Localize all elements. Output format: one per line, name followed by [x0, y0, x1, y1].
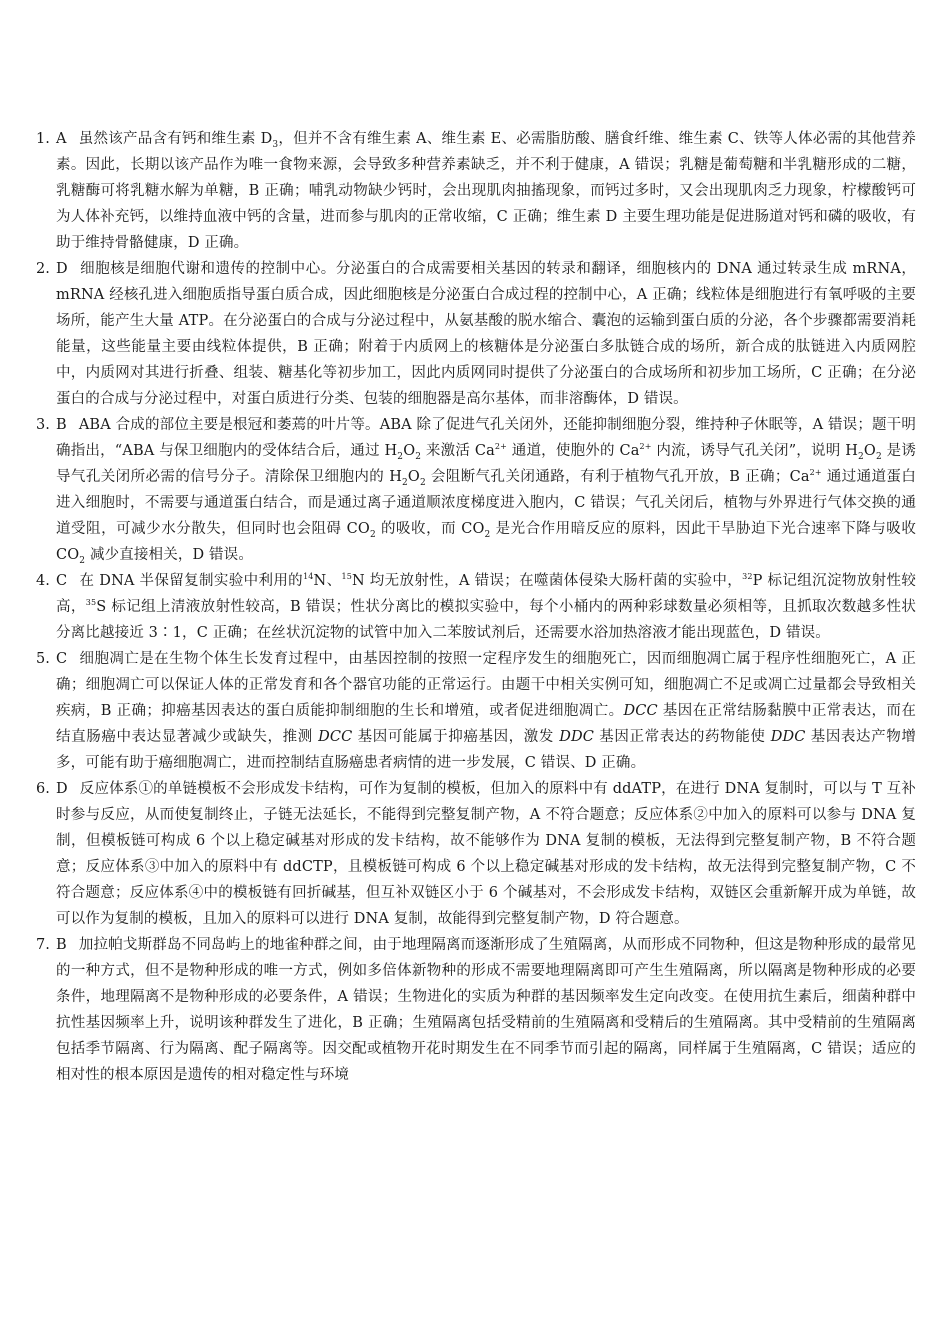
answer-choice: C [56, 651, 68, 667]
answer-body [56, 568, 916, 646]
answer-item [36, 932, 916, 1088]
answer-number: 3. [36, 417, 50, 433]
answer-item [36, 776, 916, 932]
answer-explanation: ABA 合成的部位主要是根冠和萎蔫的叶片等。ABA 除了促进气孔关闭外，还能抑制细胞分裂，维持种子休眠等，A 错误；题干明确指出，“ABA 与保卫细胞内的受体结合后，通过 $H_2O_2$ 来激活 $Ca^{2+}$ 通道，使胞外的 $Ca^{2+}$ 内流，诱导气孔关闭”，说明 $H_2O_2$ 是诱导气孔关闭所必需的信号分子。清除保卫细胞内的 $H_2O_2$ 会阻断气孔关闭通路，有利于植物气孔开放，B 正确；$Ca^{2+}$ 通过通道蛋白进入细胞时，不需要与通道蛋白结合，而是通过离子通道顺浓度梯度进入胞内，C 错误；气孔关闭后，植物与外界进行气体交换的通道受阻，可减少水分散失，但同时也会阻碍 $CO_2$ 的吸收，而 $CO_2$ 是光合作用暗反应的原料，因此干旱胁迫下光合速率下降与吸收 $CO_2$ 减少直接相关，D 错误。 [56, 417, 916, 566]
answer-explanation: 在 DNA 半保留复制实验中利用的$^{14}$N、$^{15}$N 均无放射性，A 错误；在噬菌体侵染大肠杆菌的实验中，$^{32}$P 标记组沉淀物放射性较高，$^{35}$S 标记组上清液放射性较高，B 错误；性状分离比的模拟实验中，每个小桶内的两种彩球数量必须相等，且抓取次数越多性状分离比越接近 3∶1，C 正确；在丝状沉淀物的试管中加入二苯胺试剂后，还需要水浴加热溶液才能出现蓝色，D 错误。 [56, 572, 916, 641]
answer-explanation: 虽然该产品含有钙和维生素 $D_3$，但并不含有维生素 A、维生素 E、必需脂肪酸、膳食纤维、维生素 C、铁等人体必需的其他营养素。因此，长期以该产品作为唯一食物来源，会导致多种营养素缺乏，并不利于健康，A 错误；乳糖是葡萄糖和半乳糖形成的二糖，乳糖酶可将乳糖水解为单糖，B 正确；哺乳动物缺少钙时，会出现肌肉抽搐现象，而钙过多时，又会出现肌肉乏力现象，柠檬酸钙可为人体补充钙，以维持血液中钙的含量，进而参与肌肉的正常收缩，C 正确；维生素 D 主要生理功能是促进肠道对钙和磷的吸收，有助于维持骨骼健康，D 正确。 [56, 131, 916, 251]
answer-explanation: 细胞凋亡是在生物个体生长发育过程中，由基因控制的按照一定程序发生的细胞死亡，因而细胞凋亡属于程序性细胞死亡，A 正确；细胞凋亡可以保证人体的正常发育和各个器官功能的正常运行。由题干中相关实例可知，细胞凋亡不足或凋亡过量都会导致相关疾病，B 正确；抑癌基因表达的蛋白质能抑制细胞的生长和增殖，或者促进细胞凋亡。DCC 基因在正常结肠黏膜中正常表达，而在结直肠癌中表达显著减少或缺失，推测 DCC 基因可能属于抑癌基因，激发 DDC 基因正常表达的药物能使 DDC 基因表达产物增多，可能有助于癌细胞凋亡，进而控制结直肠癌患者病情的进一步发展，C 错误、D 正确。 [56, 651, 917, 771]
answer-number: 7. [36, 937, 50, 953]
answer-choice: A [56, 131, 67, 147]
answer-choice: D [56, 261, 68, 277]
answer-body [56, 412, 916, 568]
answer-number: 4. [36, 573, 50, 589]
answer-body [56, 256, 916, 412]
answer-choice: C [56, 573, 68, 589]
answer-number: 2. [36, 261, 50, 277]
answer-document [36, 126, 916, 1088]
answer-body [56, 776, 916, 932]
answer-number: 1. [36, 131, 50, 147]
answer-item [36, 412, 916, 568]
answer-item [36, 568, 916, 646]
answer-body [56, 646, 916, 776]
answer-item [36, 256, 916, 412]
answer-choice: B [56, 417, 67, 433]
answer-number: 5. [36, 651, 50, 667]
answer-body [56, 932, 916, 1088]
answer-item [36, 646, 916, 776]
answer-choice: B [56, 937, 67, 953]
answer-item [36, 126, 916, 256]
answer-explanation: 加拉帕戈斯群岛不同岛屿上的地雀种群之间，由于地理隔离而逐渐形成了生殖隔离，从而形成不同物种，但这是物种形成的最常见的一种方式，但不是物种形成的唯一方式，例如多倍体新物种的形成不需要地理隔离即可产生生殖隔离，所以隔离是物种形成的必要条件，地理隔离不是物种形成的必要条件，A 错误；生物进化的实质为种群的基因频率发生定向改变。在使用抗生素后，细菌种群中抗性基因频率上升，说明该种群发生了进化，B 正确；生殖隔离包括受精前的生殖隔离和受精后的生殖隔离。其中受精前的生殖隔离包括季节隔离、行为隔离、配子隔离等。因交配或植物开花时期发生在不同季节而引起的隔离，同样属于生殖隔离，C 错误；适应的相对性的根本原因是遗传的相对稳定性与环境 [56, 937, 916, 1083]
answer-explanation: 反应体系①的单链模板不会形成发卡结构，可作为复制的模板，但加入的原料中有 ddATP，在进行 DNA 复制时，可以与 T 互补时参与反应，从而使复制终止，子链无法延长，不能得到完整复制产物，A 不符合题意；反应体系②中加入的原料可以参与 DNA 复制，但模板链可构成 6 个以上稳定碱基对形成的发卡结构，故不能够作为 DNA 复制的模板，无法得到完整复制产物，B 不符合题意；反应体系③中加入的原料中有 ddCTP，且模板链可构成 6 个以上稳定碱基对形成的发卡结构，故无法得到完整复制产物，C 不符合题意；反应体系④中的模板链有回折碱基，但互补双链区小于 6 个碱基对，不会形成发卡结构，双链区会重新解开成为单链，故可以作为复制的模板，且加入的原料可以进行 DNA 复制，故能得到完整复制产物，D 符合题意。 [56, 781, 916, 927]
answer-explanation: 细胞核是细胞代谢和遗传的控制中心。分泌蛋白的合成需要相关基因的转录和翻译，细胞核内的 DNA 通过转录生成 mRNA，mRNA 经核孔进入细胞质指导蛋白质合成，因此细胞核是分泌蛋白合成过程的控制中心，A 正确；线粒体是细胞进行有氧呼吸的主要场所，能产生大量 ATP。在分泌蛋白的合成与分泌过程中，从氨基酸的脱水缩合、囊泡的运输到蛋白质的分泌，各个步骤都需要消耗能量，这些能量主要由线粒体提供，B 正确；附着于内质网上的核糖体是分泌蛋白多肽链合成的场所，新合成的肽链进入内质网腔中，内质网对其进行折叠、组装、糖基化等初步加工，因此内质网同时提供了分泌蛋白的合成场所和初步加工场所，C 正确；在分泌蛋白的合成与分泌过程中，对蛋白质进行分类、包装的细胞器是高尔基体，而非溶酶体，D 错误。 [56, 261, 916, 407]
answer-body [56, 126, 916, 256]
answer-number: 6. [36, 781, 50, 797]
answer-choice: D [56, 781, 68, 797]
